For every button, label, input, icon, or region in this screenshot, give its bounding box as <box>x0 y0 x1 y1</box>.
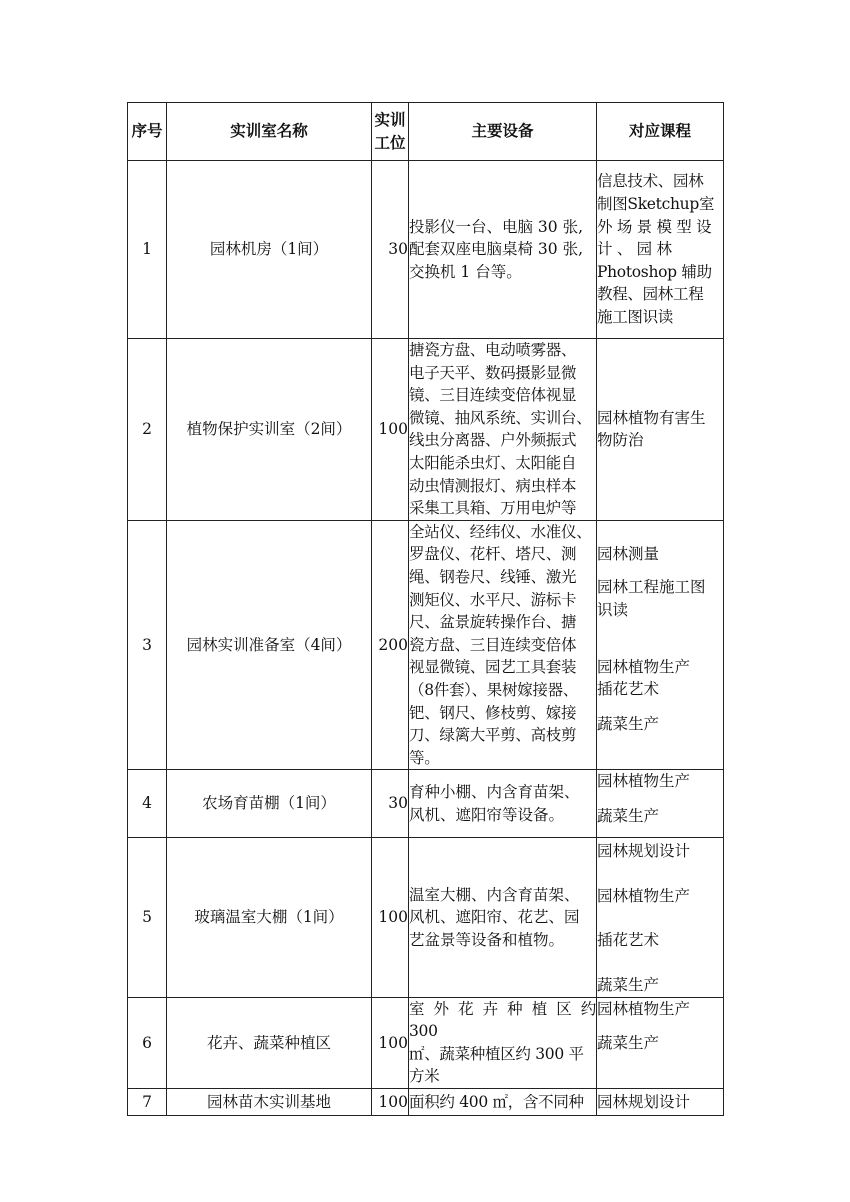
course-line: 施工图识读 <box>597 307 674 326</box>
equipment-line: 面积约 400 ㎡，含不同种 <box>409 1092 584 1111</box>
row-equipment <box>409 838 597 997</box>
row-courses <box>597 520 724 770</box>
course-line: 园林植物生产 <box>597 999 691 1018</box>
header-seq: 序号 <box>128 103 167 161</box>
row-room-name: 农场育苗棚（1间） <box>167 770 372 838</box>
header-stations-line1: 实训 <box>374 109 406 129</box>
row-stations: 30 <box>372 161 409 339</box>
equipment-line: 动虫情测报灯、病虫样本 <box>409 476 577 495</box>
row-room-name: 花卉、蔬菜种植区 <box>167 997 372 1088</box>
course-line: 园林规划设计 <box>597 842 691 861</box>
table-row <box>128 161 724 339</box>
row-courses <box>597 770 724 838</box>
row-seq: 4 <box>128 770 167 838</box>
equipment-line: 采集工具箱、万用电炉等 <box>409 499 577 518</box>
equipment-line: 线虫分离器、户外频振式 <box>409 431 577 450</box>
header-equipment: 主要设备 <box>409 103 597 161</box>
row-equipment <box>409 770 597 838</box>
row-equipment <box>409 1089 597 1116</box>
training-room-table <box>127 102 724 1116</box>
equipment-line: 瓷方盘、三目连续变倍体 <box>409 635 577 654</box>
header-row <box>128 103 724 161</box>
row-courses <box>597 838 724 997</box>
course-line: 园林植物生产 <box>597 772 691 791</box>
equipment-line: 全站仪、经纬仪、水准仪、 <box>409 522 592 541</box>
equipment-line: 室 外 花 卉 种 植 区 约 300 <box>409 999 596 1041</box>
course-line: Photoshop 辅助 <box>597 262 712 281</box>
course-line: 物防治 <box>597 431 644 450</box>
equipment-line: ㎡、蔬菜种植区约 300 平 <box>409 1044 584 1063</box>
row-seq: 5 <box>128 838 167 997</box>
course-line: 插花艺术 <box>597 680 660 699</box>
course-line: 蔬菜生产 <box>597 714 660 733</box>
course-line: 园林植物有害生 <box>597 408 706 427</box>
equipment-line: 视显微镜、园艺工具套装 <box>409 658 577 677</box>
row-room-name: 园林苗木实训基地 <box>167 1089 372 1116</box>
course-line: 插花艺术 <box>597 931 660 950</box>
equipment-line: 尺、盆景旋转操作台、搪 <box>409 613 577 632</box>
course-line: 蔬菜生产 <box>597 1034 660 1053</box>
table-row <box>128 520 724 770</box>
equipment-line: 育种小棚、内含育苗架、 <box>409 783 580 802</box>
equipment-line: 绳、钢卷尺、线锤、激光 <box>409 567 577 586</box>
course-line: 园林规划设计 <box>597 1092 691 1111</box>
row-stations: 100 <box>372 339 409 521</box>
row-stations: 100 <box>372 1089 409 1116</box>
equipment-line: 风机、遮阳帘等设备。 <box>409 805 565 824</box>
header-stations <box>372 103 409 161</box>
course-line: 教程、园林工程 <box>597 285 704 304</box>
equipment-line: 艺盆景等设备和植物。 <box>409 930 565 949</box>
row-room-name: 植物保护实训室（2间） <box>167 339 372 521</box>
equipment-line: 风机、遮阳帘、花艺、园 <box>409 908 580 927</box>
row-room-name: 玻璃温室大棚（1间） <box>167 838 372 997</box>
course-line: 制图Sketchup室 <box>597 195 715 214</box>
row-room-name: 园林实训准备室（4间） <box>167 520 372 770</box>
course-line: 园林植物生产 <box>597 657 691 676</box>
equipment-line: 钯、钢尺、修枝剪、嫁接 <box>409 703 577 722</box>
equipment-line: 电子天平、数码摄影显微 <box>409 363 577 382</box>
equipment-line: 刀、绿篱大平剪、高枝剪 <box>409 726 577 745</box>
row-seq: 3 <box>128 520 167 770</box>
course-line: 识读 <box>597 600 629 619</box>
table-row <box>128 770 724 838</box>
header-room-name: 实训室名称 <box>167 103 372 161</box>
row-courses <box>597 339 724 521</box>
course-line: 计 、 园 林 <box>597 240 672 259</box>
table-row <box>128 997 724 1088</box>
equipment-line: 测矩仪、水平尺、游标卡 <box>409 590 577 609</box>
row-equipment <box>409 997 597 1088</box>
row-equipment <box>409 161 597 339</box>
row-stations: 30 <box>372 770 409 838</box>
equipment-line: 等。 <box>409 748 440 767</box>
equipment-line: 投影仪一台、电脑 30 张, <box>409 217 584 236</box>
row-courses <box>597 1089 724 1116</box>
equipment-line: （8件套）、果树嫁接器、 <box>409 680 579 699</box>
header-courses: 对应课程 <box>597 103 724 161</box>
equipment-line: 镜、三目连续变倍体视显 <box>409 386 577 405</box>
course-line: 外 场 景 模 型 设 <box>597 217 712 236</box>
row-seq: 1 <box>128 161 167 339</box>
row-equipment <box>409 339 597 521</box>
equipment-line: 方米 <box>409 1067 440 1086</box>
table-row <box>128 838 724 997</box>
equipment-line: 搪瓷方盘、电动喷雾器、 <box>409 341 577 359</box>
course-line: 园林工程施工图 <box>597 578 706 597</box>
row-courses <box>597 161 724 339</box>
row-stations: 200 <box>372 520 409 770</box>
row-equipment <box>409 520 597 770</box>
equipment-line: 配套双座电脑桌椅 30 张, <box>409 240 584 259</box>
header-stations-line2: 工位 <box>374 132 406 152</box>
course-line: 园林测量 <box>597 544 660 563</box>
course-line: 园林植物生产 <box>597 886 691 905</box>
row-seq: 2 <box>128 339 167 521</box>
row-seq: 7 <box>128 1089 167 1116</box>
row-stations: 100 <box>372 997 409 1088</box>
row-room-name: 园林机房（1间） <box>167 161 372 339</box>
equipment-line: 微镜、抽风系统、实训台、 <box>409 408 592 427</box>
equipment-line: 太阳能杀虫灯、太阳能自 <box>409 453 577 472</box>
equipment-line: 交换机 1 台等。 <box>409 262 522 281</box>
equipment-line: 罗盘仪、花杆、塔尺、测 <box>409 545 577 564</box>
course-line: 信息技术、园林 <box>597 172 704 191</box>
row-seq: 6 <box>128 997 167 1088</box>
course-line: 蔬菜生产 <box>597 976 660 995</box>
course-line: 蔬菜生产 <box>597 806 660 825</box>
table-row <box>128 339 724 521</box>
row-courses <box>597 997 724 1088</box>
row-stations: 100 <box>372 838 409 997</box>
equipment-line: 温室大棚、内含育苗架、 <box>409 885 580 904</box>
table-row <box>128 1089 724 1116</box>
